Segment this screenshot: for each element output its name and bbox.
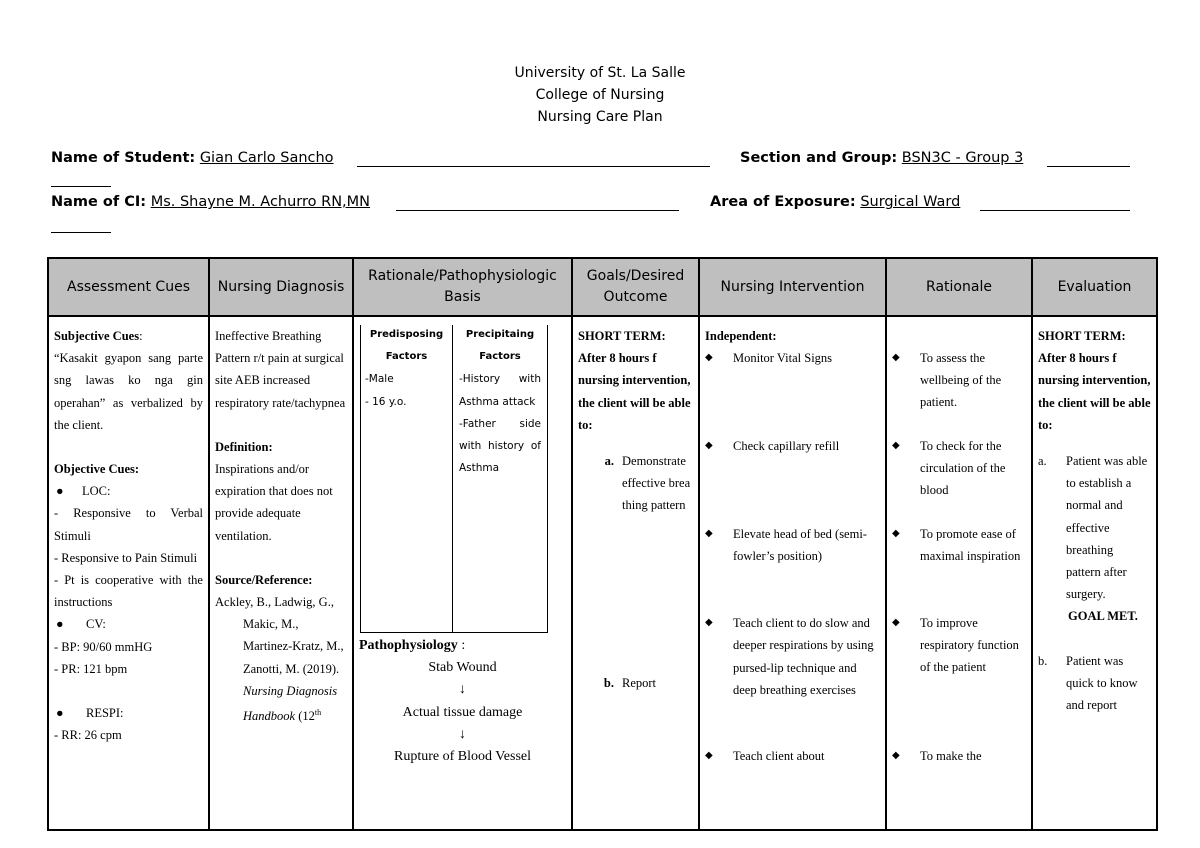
wrap-underline-2 <box>51 232 111 233</box>
definition-text: Inspirations and/or expiration that does not provide adequate ventilation. <box>215 462 333 543</box>
arrow-down-icon: ↓ <box>459 726 466 742</box>
area-label: Area of Exposure: <box>710 194 856 210</box>
table-row <box>48 316 1157 830</box>
intervention-cell <box>699 316 886 830</box>
care-plan-table <box>47 257 1158 831</box>
precipitating-item: -History with Asthma attack <box>459 373 541 408</box>
goal-item: b. Report <box>603 675 657 690</box>
subjective-label: Subjective Cues <box>54 329 140 343</box>
ci-value: Ms. Shayne M. Achurro RN,MN <box>150 194 371 210</box>
respi-bullet: ● RESPI: <box>56 706 124 721</box>
objective-label: Objective Cues: <box>54 462 140 477</box>
goal-met-status: GOAL MET. <box>1068 609 1138 624</box>
rationale-item: ◆ To promote ease of maximal inspiration <box>892 523 1026 612</box>
assessment-cell: Subjective Cues: “Kasakit gyapon sang parte sng lawas ko nga gin operahan” as verbalized by the client. Objective Cues: ● LOC: - Responsive to Verbal Stimuli - Responsive to Pain Stimuli - Pt is cooperative with the instructions ● CV: - BP: 90/60 mmHG - PR: 121 bpm ● RESPI: - RR: 26 cpm <box>48 316 209 830</box>
precipitating-item: -Father side with history of Asthma <box>459 417 541 475</box>
section-label: Section and Group: <box>740 150 898 166</box>
ci-label: Name of CI: <box>51 194 147 210</box>
student-name-line <box>51 150 334 166</box>
evaluation-item: b. Patient was quick to know and report <box>1038 653 1138 713</box>
diamond-icon: ◆ <box>892 352 900 363</box>
section-line <box>740 150 1023 166</box>
arrow-down-icon: ↓ <box>459 682 466 698</box>
diamond-icon: ◆ <box>705 440 713 452</box>
loc-item: - Responsive to Pain Stimuli <box>54 550 198 565</box>
col-diagnosis: Nursing Diagnosis <box>209 258 353 316</box>
predisposing-column <box>361 325 453 632</box>
loc-item: - Responsive to Verbal Stimuli <box>54 506 203 543</box>
predisposing-item: -Male <box>365 373 394 386</box>
col-assessment: Assessment Cues <box>48 258 209 316</box>
patho-step: Rupture of Blood Vessel <box>393 749 531 765</box>
col-evaluation: Evaluation <box>1032 258 1157 316</box>
cv-bullet: ● CV: <box>56 617 106 632</box>
loc-bullet: ● LOC: <box>56 484 111 499</box>
col-pathophysiology: Rationale/Pathophysiologic Basis <box>353 258 572 316</box>
goals-cell <box>572 316 699 830</box>
intervention-item: ◆ Teach client to do slow and deeper respirations by using pursed-lip technique and deep breathing exercises <box>705 612 880 745</box>
student-value: Gian Carlo Sancho <box>199 150 334 166</box>
source-reference: Ackley, B., Ladwig, G., Makic, M., Martinez-Kratz, M., Zanotti, M. (2019). Nursing Diagnosis Handbook (12th <box>215 595 344 724</box>
ci-underline <box>396 210 679 211</box>
rationale-item: ◆ To assess the wellbeing of the patient. <box>892 347 1026 435</box>
university-name: University of St. La Salle <box>514 65 686 81</box>
intervention-item: ◆ Elevate head of bed (semi-fowler’s position) <box>705 523 880 612</box>
rationale-item: ◆ To check for the circulation of the blood <box>892 435 1026 523</box>
section-value: BSN3C - Group 3 <box>901 150 1024 166</box>
diamond-icon: ◆ <box>892 440 900 451</box>
source-label: Source/Reference: <box>215 572 313 587</box>
definition-label: Definition: <box>215 439 273 454</box>
predisposing-label: Predisposing Factors <box>369 329 444 363</box>
wrap-underline-1 <box>51 186 111 187</box>
section-underline <box>1047 166 1130 167</box>
col-intervention: Nursing Intervention <box>699 258 886 316</box>
area-line <box>710 194 960 210</box>
table-header-row <box>48 258 1157 316</box>
subjective-quote: “Kasakit gyapon sang parte sng lawas ko nga gin operahan” as verbalized by the client. <box>54 351 203 432</box>
factors-box <box>360 325 548 633</box>
respi-item: - RR: 26 cpm <box>54 728 122 743</box>
col-rationale: Rationale <box>886 258 1032 316</box>
ci-name-line <box>51 194 370 210</box>
student-underline <box>357 166 710 167</box>
area-value: Surgical Ward <box>860 194 961 210</box>
patho-label-line: Pathophysiology : <box>359 638 466 653</box>
cv-item: - PR: 121 bpm <box>54 661 128 676</box>
intervention-item: ◆ Check capillary refill <box>705 435 880 523</box>
predisposing-item: - 16 y.o. <box>365 395 407 408</box>
goal-item: a. Demonstrate effective breathing pattern <box>604 454 691 513</box>
precipitating-label: Precipitaing Factors <box>465 329 535 363</box>
col-goals: Goals/Desired Outcome <box>572 258 699 316</box>
diamond-icon: ◆ <box>705 617 713 629</box>
diamond-icon: ◆ <box>705 750 713 762</box>
loc-item: - Pt is cooperative with the instructions <box>54 573 203 610</box>
document-header <box>0 62 1200 128</box>
diagnosis-cell <box>209 316 353 830</box>
diamond-icon: ◆ <box>705 352 713 364</box>
diagnosis-statement: Ineffective Breathing Pattern r/t pain at surgical site AEB increased respiratory rate/tachypnea <box>215 329 346 410</box>
intervention-heading: Independent: <box>705 329 777 343</box>
patho-step: Stab Wound <box>428 660 497 676</box>
evaluation-item: a. Patient was able to establish a normal and effective breathing pattern after surgery. GOAL MET. <box>1038 454 1148 624</box>
student-label: Name of Student: <box>51 150 196 166</box>
diamond-icon: ◆ <box>705 528 713 540</box>
cv-item: - BP: 90/60 mmHG <box>54 639 153 654</box>
pathophysiology-cell <box>353 316 572 830</box>
rationale-cell <box>886 316 1032 830</box>
patho-step: Actual tissue damage <box>402 704 523 720</box>
evaluation-heading: SHORT TERM: After 8 hours f nursing intervention, the client will be able to: <box>1038 329 1151 432</box>
area-underline <box>980 210 1130 211</box>
goals-heading: SHORT TERM: After 8 hours f nursing intervention, the client will be able to: <box>578 329 691 432</box>
rationale-item: ◆ To improve respiratory function of the patient <box>892 612 1026 745</box>
intervention-item: ◆ Monitor Vital Signs <box>705 347 880 435</box>
document-title: Nursing Care Plan <box>537 109 663 125</box>
diamond-icon: ◆ <box>892 750 900 761</box>
diamond-icon: ◆ <box>892 617 900 628</box>
evaluation-cell <box>1032 316 1157 830</box>
intervention-item: ◆ Teach client about <box>705 745 880 767</box>
rationale-item: ◆ To make the <box>892 745 1026 767</box>
precipitating-column <box>453 325 547 632</box>
diamond-icon: ◆ <box>892 528 900 539</box>
college-name: College of Nursing <box>535 87 665 103</box>
